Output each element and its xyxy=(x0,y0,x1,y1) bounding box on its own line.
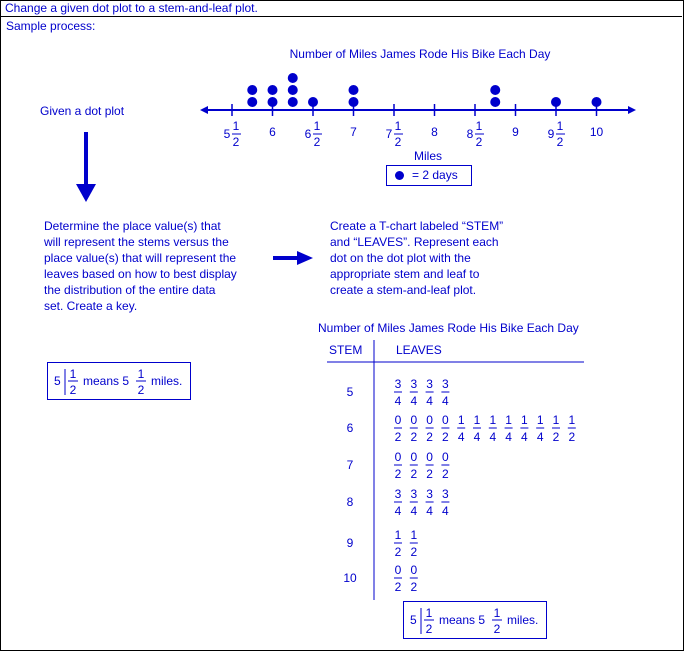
leaf-numerator: 1 xyxy=(410,528,418,542)
step-determine-text: Determine the place value(s) that will represent the stems versus the place value(s) that will represent the leaves based on how to best display the distribution of the entire data set. Create a key. xyxy=(44,219,237,313)
leaf-numerator: 3 xyxy=(394,487,402,501)
leaf-numerator: 0 xyxy=(394,413,402,427)
tick-label-denominator: 2 xyxy=(232,135,240,149)
tick-label-numerator: 1 xyxy=(313,119,321,133)
tick-label-numerator: 1 xyxy=(475,119,483,133)
leaf-denominator: 2 xyxy=(442,430,449,444)
leaf-denominator: 2 xyxy=(442,467,449,481)
tick-label-whole: 6 xyxy=(304,127,312,141)
tick-label-denominator: 2 xyxy=(313,135,321,149)
key-stem: 5 xyxy=(54,374,61,388)
key-numerator-2: 1 xyxy=(137,367,145,381)
key-denominator: 2 xyxy=(69,383,77,397)
leaf-denominator: 2 xyxy=(394,467,402,481)
key-denominator-2: 2 xyxy=(137,383,145,397)
leaf-denominator: 4 xyxy=(394,394,402,408)
leaf-denominator: 2 xyxy=(426,430,433,444)
tick-label-whole: 7 xyxy=(385,127,393,141)
stem-value: 10 xyxy=(343,571,357,585)
leaf-numerator: 1 xyxy=(505,413,512,427)
stem-value: 5 xyxy=(346,385,354,399)
tick-label: 7 xyxy=(350,125,357,139)
leaf-denominator: 4 xyxy=(536,430,544,444)
tick-label-whole: 9 xyxy=(547,127,555,141)
step-create-text: Create a T-chart labeled “STEM” and “LEAVES”. Represent each dot on the dot plot with the appropriate stem and leaf to create a stem-and-leaf plot. xyxy=(330,219,504,297)
leaf-denominator: 2 xyxy=(394,580,402,594)
leaf-numerator: 1 xyxy=(568,413,576,427)
leaf-numerator: 3 xyxy=(442,377,449,391)
stem-value: 6 xyxy=(346,421,354,435)
leaves-header: LEAVES xyxy=(396,343,442,357)
leaf-numerator: 1 xyxy=(552,413,560,427)
stem-value: 8 xyxy=(346,495,354,509)
tick-label: 8 xyxy=(431,125,438,139)
tick-label-denominator: 2 xyxy=(475,135,483,149)
leaf-numerator: 0 xyxy=(410,563,418,577)
leaf-numerator: 1 xyxy=(489,413,497,427)
leaf-denominator: 4 xyxy=(457,430,465,444)
leaf-numerator: 1 xyxy=(536,413,544,427)
leaf-numerator: 1 xyxy=(473,413,481,427)
leaf-numerator: 0 xyxy=(394,563,402,577)
leaf-numerator: 0 xyxy=(426,413,433,427)
leaf-denominator: 2 xyxy=(394,430,402,444)
key-box-bottom xyxy=(403,601,547,639)
leaf-denominator: 4 xyxy=(489,430,497,444)
leaf-numerator: 3 xyxy=(394,377,402,391)
dotplot-title: Number of Miles James Rode His Bike Each Day xyxy=(289,47,551,61)
key-denominator: 2 xyxy=(425,622,433,636)
leaf-numerator: 0 xyxy=(426,450,433,464)
leaf-numerator: 0 xyxy=(410,450,418,464)
leaf-denominator: 2 xyxy=(394,545,402,559)
key-end-text: miles. xyxy=(151,374,183,388)
key-end-text: miles. xyxy=(507,613,539,627)
key-numerator-2: 1 xyxy=(493,606,501,620)
leaf-numerator: 0 xyxy=(394,450,402,464)
leaf-denominator: 2 xyxy=(426,467,433,481)
tick-label-numerator: 1 xyxy=(394,119,402,133)
leaf-numerator: 0 xyxy=(410,413,418,427)
key-mid-text: means 5 xyxy=(83,374,130,388)
leaf-denominator: 4 xyxy=(442,394,449,408)
key-mid-text: means 5 xyxy=(439,613,486,627)
tick-label: 10 xyxy=(589,125,604,139)
sub-header: Sample process: xyxy=(6,19,96,33)
key-numerator: 1 xyxy=(69,367,77,381)
leaf-denominator: 2 xyxy=(410,580,418,594)
tick-label: 9 xyxy=(512,125,519,139)
leaf-denominator: 4 xyxy=(442,504,449,518)
leaf-numerator: 3 xyxy=(426,487,433,501)
leaf-numerator: 3 xyxy=(410,377,418,391)
leaf-numerator: 1 xyxy=(394,528,402,542)
key-numerator: 1 xyxy=(425,606,433,620)
leaf-numerator: 1 xyxy=(457,413,465,427)
leaf-denominator: 4 xyxy=(426,504,433,518)
leaf-denominator: 2 xyxy=(410,467,418,481)
leaf-denominator: 4 xyxy=(394,504,402,518)
leaf-denominator: 2 xyxy=(552,430,560,444)
tick-label-numerator: 1 xyxy=(232,119,240,133)
tick-label-whole: 8 xyxy=(466,127,474,141)
leaf-numerator: 1 xyxy=(521,413,528,427)
stem-header: STEM xyxy=(329,343,363,357)
key-stem: 5 xyxy=(410,613,417,627)
tick-label-denominator: 2 xyxy=(394,135,402,149)
leaf-numerator: 3 xyxy=(410,487,418,501)
leaf-denominator: 2 xyxy=(568,430,576,444)
leaf-denominator: 4 xyxy=(505,430,512,444)
stemleaf-title: Number of Miles James Rode His Bike Each Day xyxy=(318,321,579,335)
step-given-text: Given a dot plot xyxy=(40,104,125,118)
leaf-numerator: 0 xyxy=(442,450,449,464)
leaf-denominator: 2 xyxy=(410,430,418,444)
key-denominator-2: 2 xyxy=(493,622,501,636)
stem-value: 9 xyxy=(346,536,354,550)
leaf-denominator: 4 xyxy=(473,430,481,444)
leaf-numerator: 3 xyxy=(426,377,433,391)
leaf-numerator: 0 xyxy=(442,413,449,427)
leaf-denominator: 2 xyxy=(410,545,418,559)
tick-label-whole: 5 xyxy=(223,127,231,141)
tick-label-denominator: 2 xyxy=(556,135,564,149)
page-header: Change a given dot plot to a stem-and-leaf plot. xyxy=(0,0,682,17)
key-text: = 2 days xyxy=(412,168,458,182)
tick-label: 6 xyxy=(269,125,276,139)
leaf-numerator: 3 xyxy=(442,487,449,501)
leaf-denominator: 4 xyxy=(426,394,433,408)
key-expression-bottom xyxy=(404,602,546,638)
stem-value: 7 xyxy=(346,458,354,472)
tick-label-numerator: 1 xyxy=(556,119,564,133)
leaf-denominator: 4 xyxy=(410,504,418,518)
dotplot-xlabel: Miles xyxy=(413,149,442,163)
leaf-denominator: 4 xyxy=(410,394,418,408)
leaf-denominator: 4 xyxy=(521,430,528,444)
